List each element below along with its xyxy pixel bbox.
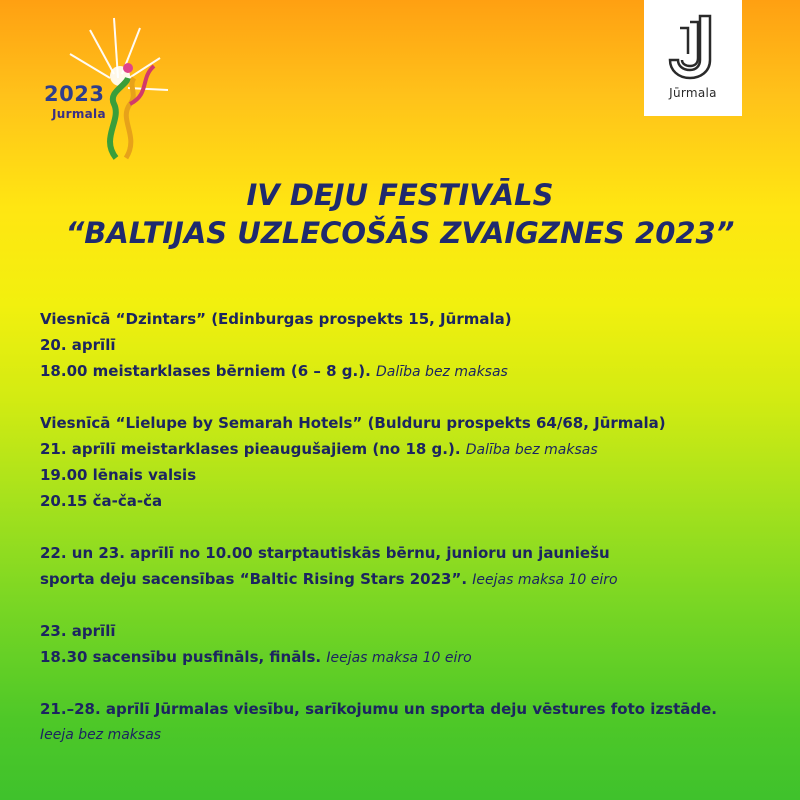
schedule-line: 21.–28. aprīlī Jūrmalas viesību, sarīkojumu un sporta deju vēstures foto izstāde. <box>40 700 718 718</box>
festival-logo-city: Jurmala <box>52 107 106 121</box>
price-note: Ieejas maksa 10 eiro <box>326 650 472 666</box>
city-logo-name: Jūrmala <box>669 86 717 100</box>
schedule-line: sporta deju sacensības “Baltic Rising Stars 2023”. Ieejas maksa 10 eiro <box>40 570 618 588</box>
schedule-line: 19.00 lēnais valsis <box>40 466 197 484</box>
event-schedule <box>40 306 780 748</box>
price-note: Dalība bez maksas <box>465 442 598 458</box>
schedule-line: 18.30 sacensību pusfināls, fināls. Ieejas maksa 10 eiro <box>40 648 472 666</box>
festival-title <box>0 176 800 252</box>
price-note: Ieeja bez maksas <box>40 727 162 743</box>
schedule-line: 23. aprīlī <box>40 622 116 640</box>
price-note: Dalība bez maksas <box>376 364 508 380</box>
title-line-1: IV DEJU FESTIVĀLS <box>246 178 554 212</box>
festival-logo <box>30 8 200 168</box>
festival-logo-year: 2023 <box>44 82 105 106</box>
schedule-line: 20. aprīlī <box>40 336 116 354</box>
price-note: Ieejas maksa 10 eiro <box>472 572 618 588</box>
jurmala-j-icon <box>666 14 720 80</box>
schedule-line: Viesnīcā “Lielupe by Semarah Hotels” (Bulduru prospekts 64/68, Jūrmala) <box>40 414 666 432</box>
schedule-line: 20.15 ča-ča-ča <box>40 492 163 510</box>
schedule-line: 18.00 meistarklases bērniem (6 – 8 g.). Dalība bez maksas <box>40 362 508 380</box>
title-line-2: “BALTIJAS UZLECOŠĀS ZVAIGZNES 2023” <box>65 216 735 250</box>
jurmala-city-logo <box>644 0 742 116</box>
schedule-line: 22. un 23. aprīlī no 10.00 starptautiskās bērnu, junioru un jauniešu <box>40 544 610 562</box>
schedule-line: Viesnīcā “Dzintars” (Edinburgas prospekts 15, Jūrmala) <box>40 310 512 328</box>
schedule-line: 21. aprīlī meistarklases pieaugušajiem (no 18 g.). Dalība bez maksas <box>40 440 598 458</box>
